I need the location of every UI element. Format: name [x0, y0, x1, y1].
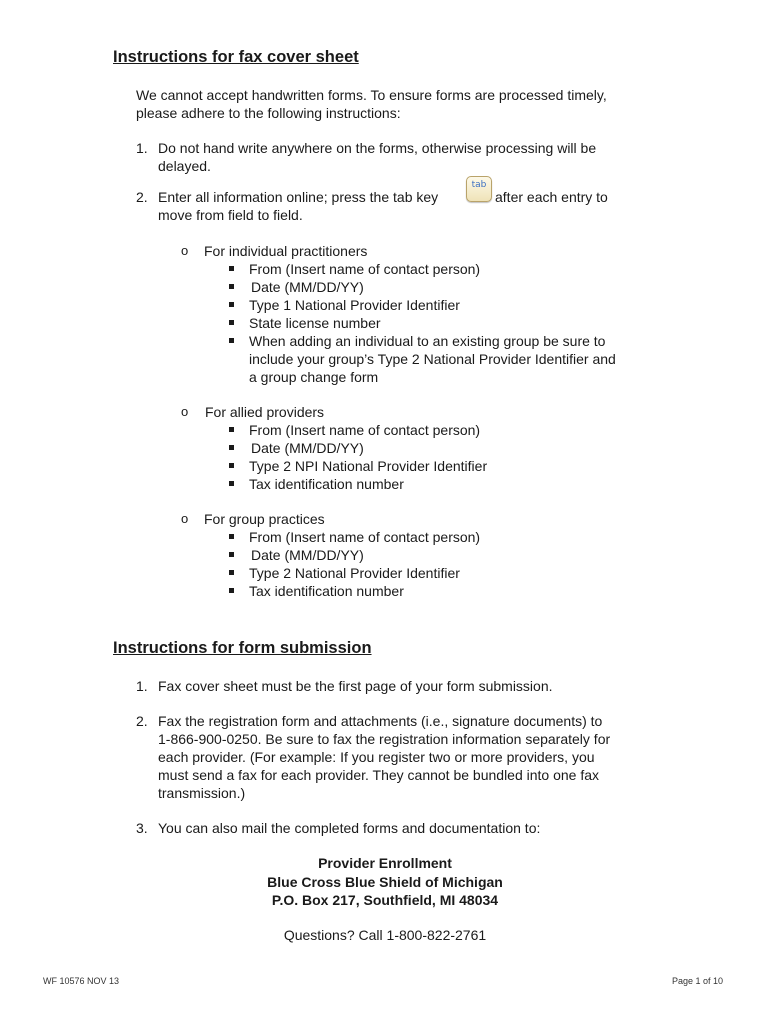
instruction-text: You can also mail the completed forms and documentation to:: [158, 820, 541, 836]
square-bullet: [229, 445, 234, 450]
instruction-text: Enter all information online; press the tab key: [158, 189, 439, 205]
circle-bullet: o: [181, 511, 189, 526]
questions-phone: Questions? Call 1-800-822-2761: [283, 927, 487, 943]
square-bullet: [229, 338, 234, 343]
list-item: When adding an individual to an existing group be sure to: [249, 333, 606, 349]
list-item: Type 1 National Provider Identifier: [249, 297, 460, 313]
square-bullet: [229, 302, 234, 307]
instruction-text: Fax the registration form and attachments (i.e., signature documents) to: [158, 713, 603, 729]
list-item: Date (MM/DD/YY): [251, 440, 364, 456]
instruction-text: after each entry to: [495, 189, 608, 205]
instruction-text: Do not hand write anywhere on the forms, otherwise processing will be: [158, 140, 597, 156]
intro-text-line: We cannot accept handwritten forms. To ensure forms are processed timely,: [136, 87, 607, 103]
section-heading-fax-cover: Instructions for fax cover sheet: [113, 48, 359, 66]
square-bullet: [229, 427, 234, 432]
group-title: For individual practitioners: [204, 243, 368, 259]
instruction-text: delayed.: [158, 158, 211, 174]
address-line: Blue Cross Blue Shield of Michigan: [267, 874, 503, 890]
square-bullet: [229, 534, 234, 539]
square-bullet: [229, 570, 234, 575]
list-item: Type 2 National Provider Identifier: [249, 565, 460, 581]
list-number: 1.: [136, 140, 148, 156]
list-item: Type 2 NPI National Provider Identifier: [249, 458, 488, 474]
list-item: Date (MM/DD/YY): [251, 279, 364, 295]
list-item: Tax identification number: [249, 476, 404, 492]
address-line: Provider Enrollment: [318, 855, 452, 871]
section-heading-form-submission: Instructions for form submission: [113, 639, 372, 657]
circle-bullet: o: [181, 404, 189, 419]
list-item: State license number: [249, 315, 381, 331]
square-bullet: [229, 284, 234, 289]
list-number: 3.: [136, 820, 148, 836]
list-item: Date (MM/DD/YY): [251, 547, 364, 563]
square-bullet: [229, 588, 234, 593]
square-bullet: [229, 463, 234, 468]
tab-key-icon: tab: [466, 176, 492, 202]
square-bullet: [229, 481, 234, 486]
list-number: 1.: [136, 678, 148, 694]
intro-text-line: please adhere to the following instructions:: [136, 105, 401, 121]
group-title: For allied providers: [205, 404, 325, 420]
square-bullet: [229, 552, 234, 557]
instruction-text: each provider. (For example: If you register two or more providers, you: [158, 749, 595, 765]
group-title: For group practices: [204, 511, 325, 527]
list-item: From (Insert name of contact person): [249, 529, 481, 545]
list-item: Tax identification number: [249, 583, 404, 599]
instruction-text: Fax cover sheet must be the first page of your form submission.: [158, 678, 553, 694]
list-item: From (Insert name of contact person): [249, 261, 481, 277]
address-line: P.O. Box 217, Southfield, MI 48034: [271, 892, 499, 908]
page-number: Page 1 of 10: [671, 976, 723, 986]
list-item-continuation: a group change form: [249, 369, 379, 385]
circle-bullet: o: [181, 243, 189, 258]
instruction-text: move from field to field.: [158, 207, 303, 223]
instruction-text: 1-866-900-0250. Be sure to fax the registration information separately for: [158, 731, 611, 747]
square-bullet: [229, 320, 234, 325]
form-code: WF 10576 NOV 13: [43, 976, 120, 986]
instruction-text: transmission.): [158, 785, 246, 801]
list-item: From (Insert name of contact person): [249, 422, 481, 438]
square-bullet: [229, 266, 234, 271]
list-number: 2.: [136, 189, 148, 205]
list-item-continuation: include your group’s Type 2 National Provider Identifier and: [249, 351, 616, 367]
instruction-text: must send a fax for each provider. They cannot be bundled into one fax: [158, 767, 600, 783]
list-number: 2.: [136, 713, 148, 729]
